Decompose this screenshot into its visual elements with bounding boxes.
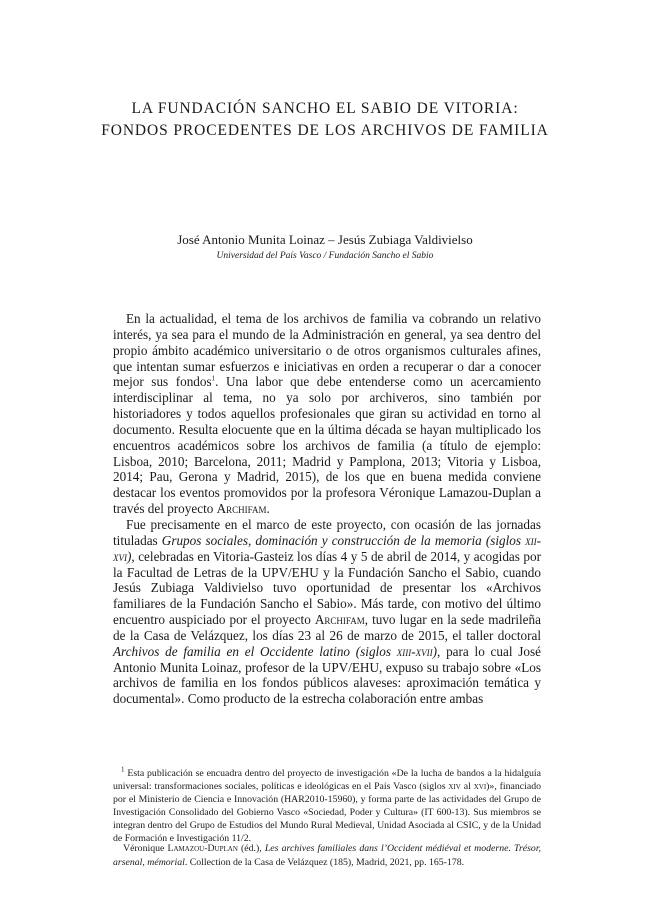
footnote-ref: 1 [211, 374, 216, 383]
title-line-2: FONDOS PROCEDENTES DE LOS ARCHIVOS DE FAMILIA [101, 122, 549, 139]
footnote: $^1$ Esta publicación se encuadra dentro del proyecto de investigación «De la lucha de bandos a la hidalguía universal: transformaciones sociales, políticas e ideológicas en el País Vasco (siglos xiv al xvi)», financiado por el Ministerio de Ciencia e Innovación (HAR2010-15960), y forma parte de las actividades del Grupo de Investigación Consolidado del Gobierno Vasco «Sociedad, Poder y Cultura» (IT 600-13). Sus miembros se integran dentro del Grupo de Estudios del Mundo Rural Medieval, Unidad Asociada al CSIC, y de la Unidad de Formación e Investigación 11/2. [113, 765, 542, 845]
affiliation: Universidad del País Vasco / Fundación Sancho el Sabio [216, 251, 434, 261]
title-line-1: LA FUNDACIÓN SANCHO EL SABIO DE VITORIA: [131, 100, 519, 117]
paragraph-2: Fue precisamente en el marco de este proyecto, con ocasión de las jornadas tituladas Grupos sociales, dominación y construcción de la memoria (siglos xii-xvi), celebradas en Vitoria-Gasteiz los días 4 y 5 de abril de 2014, y acogidas por la Facultad de Letras de la UPV/EHU y la Fundación Sancho el Sabio, cuando Jesús Zubiaga Valdivielso tuvo oportunidad de presentar los «Archivos familiares de la Fundación Sancho el Sabio». Más tarde, con motivo del último encuentro auspiciado por el proyecto Archifam, tuvo lugar en la sede madrileña de la Casa de Velázquez, los días 23 al 26 de marzo de 2015, el taller doctoral Archivos de familia en el Occidente latino (siglos xiii-xvii), para lo cual José Antonio Munita Loinaz, profesor de la UPV/EHU, expuso su trabajo sobre «Los archivos de familia en los fondos públicos alaveses: aproximación temática y documental». Como producto de la estrecha colaboración entre ambas [113, 516, 541, 707]
project-name: Archifam [314, 612, 365, 628]
body-text [113, 311, 541, 707]
authors: José Antonio Munita Loinaz – Jesús Zubiaga Valdivielso [177, 232, 473, 247]
citation: Véronique Lamazou-Duplan (éd.), Les archives familiales dans l’Occident médiéval et moderne. Trésor, arsenal, mémorial. Collection de la Casa de Velázquez (185), Madrid, 2021, pp. 165-178. [113, 843, 541, 868]
paragraph-1: En la actualidad, el tema de los archivos de familia va cobrando un relativo interés, ya sea para el mundo de la Administración en general, ya sea dentro del propio ámbito académico universitario o de otros organismos culturales afines, que intentan sumar esfuerzos e iniciativas en orden a recuperar o dar a conocer mejor sus fondos$^1$. Una labor que debe entenderse como un acercamiento interdisciplinar al tema, no ya solo por archiveros, sino también por historiadores y todos aquellos profesionales que giran su actividad en torno al documento. Resulta elocuente que en la última década se hayan multiplicado los encuentros académicos sobre los archivos de familia (a título de ejemplo: Lisboa, 2010; Barcelona, 2011; Madrid y Pamplona, 2013; Vitoria y Lisboa, 2014; Pau, Gerona y Madrid, 2015), de los que en buena medida conviene destacar los eventos promovidos por la profesora Véronique Lamazou-Duplan a través del proyecto Archifam. [113, 311, 541, 517]
article-title [60, 98, 590, 142]
book-title: Les archives familiales dans l’Occident médiéval et moderne. Trésor, arsenal, mémorial [113, 843, 541, 868]
project-name: Archifam [216, 501, 267, 517]
footnote-number: 1 [121, 765, 125, 774]
